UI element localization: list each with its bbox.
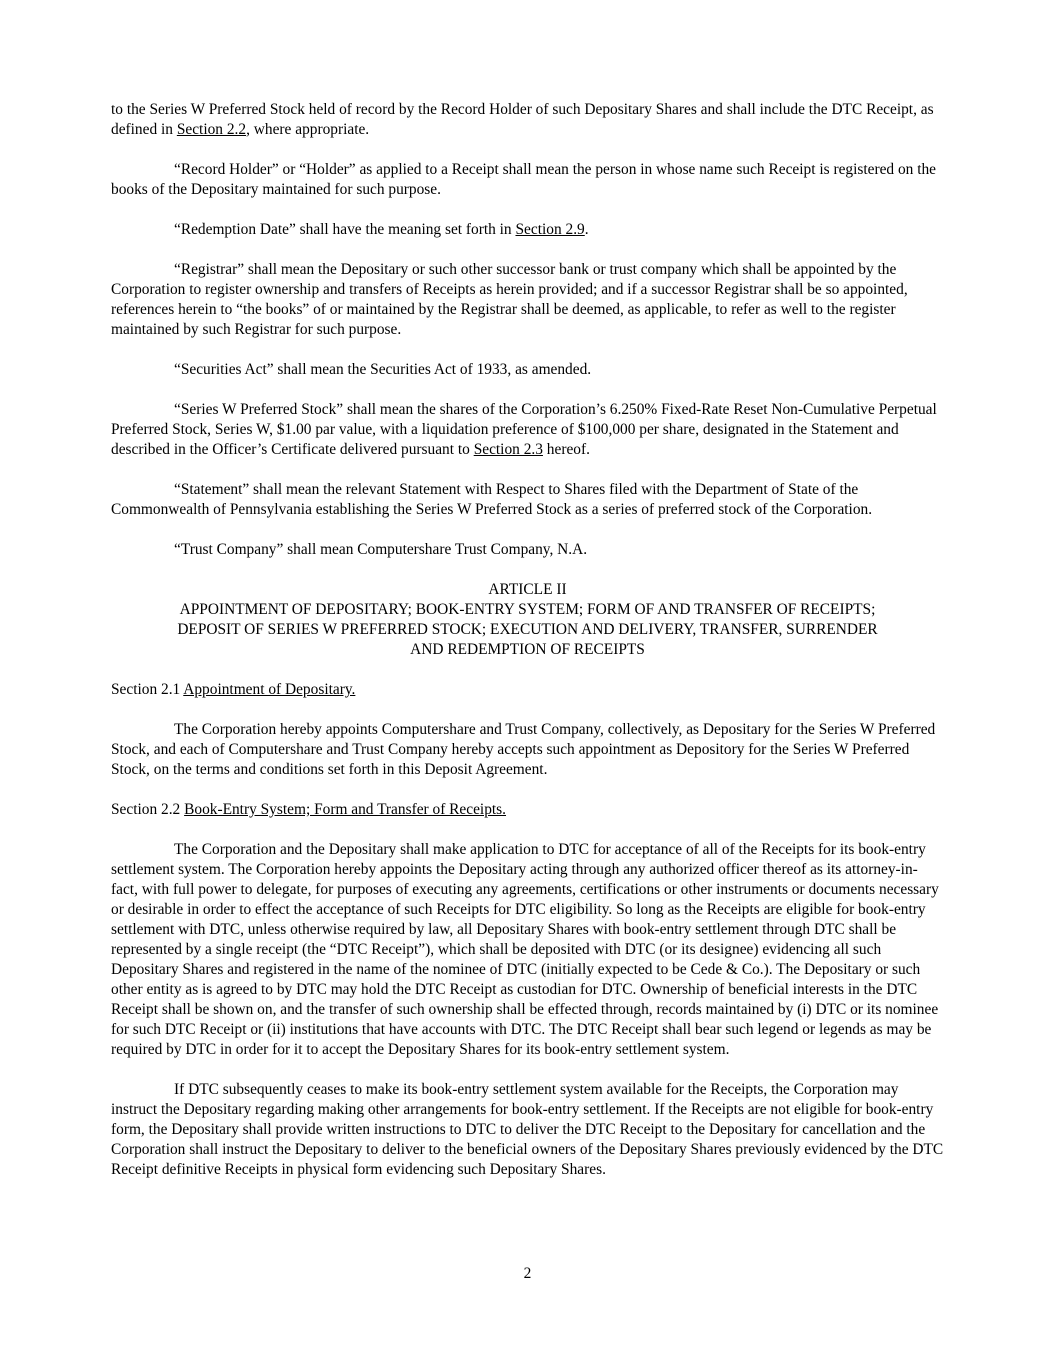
article-title-line-3: AND REDEMPTION OF RECEIPTS xyxy=(410,641,645,658)
section-2-2-heading: Section 2.2 Book-Entry System; Form and Transfer of Receipts. xyxy=(111,801,507,818)
article-title-line-1: APPOINTMENT OF DEPOSITARY; BOOK-ENTRY SYSTEM; FORM OF AND TRANSFER OF RECEIPTS; xyxy=(179,601,876,618)
section-2-1-body: The Corporation hereby appoints Computershare and Trust Company, collectively, as Depositary for the Series W Preferred Stock, and each of Computershare and Trust Company hereby accepts such appointment as Depository for the Series W Preferred Stock, on the terms and conditions set forth in this Deposit Agreement. xyxy=(111,721,936,778)
article-number: ARTICLE II xyxy=(488,581,567,598)
section-reference: Section 2.9 xyxy=(515,221,585,238)
definition-record-holder: “Record Holder” or “Holder” as applied to a Receipt shall mean the person in whose name such Receipt is registered on the books of the Depositary maintained for such purpose. xyxy=(111,161,937,198)
definition-series-w-preferred-stock: “Series W Preferred Stock” shall mean the shares of the Corporation’s 6.250% Fixed-Rate Reset Non-Cumulative Perpetual Preferred Stock, Series W, $1.00 par value, with a liquidation preference of $100,000 per share, designated in the Statement and described in the Officer’s Certificate delivered pursuant to Section 2.3 hereof. xyxy=(111,401,937,458)
definition-statement: “Statement” shall mean the relevant Statement with Respect to Shares filed with the Department of State of the Commonwealth of Pennsylvania establishing the Series W Preferred Stock as a series of preferred stock of the Corporation. xyxy=(111,481,873,518)
definition-trust-company: “Trust Company” shall mean Computershare Trust Company, N.A. xyxy=(174,541,588,558)
definition-registrar: “Registrar” shall mean the Depositary or such other successor bank or trust company which shall be appointed by the Corporation to register ownership and transfers of Receipts as herein provided; and if a successor Registrar shall be so appointed, references herein to “the books” of or maintained by the Registrar shall be deemed, as applicable, to refer as well to the register maintained by such Registrar for such purpose. xyxy=(111,261,908,338)
article-title-line-2: DEPOSIT OF SERIES W PREFERRED STOCK; EXECUTION AND DELIVERY, TRANSFER, SURRENDER xyxy=(177,621,878,638)
definition-securities-act: “Securities Act” shall mean the Securities Act of 1933, as amended. xyxy=(174,361,592,378)
section-2-2-body-1: The Corporation and the Depositary shall make application to DTC for acceptance of all of the Receipts for its book-entry settlement system. The Corporation hereby appoints the Depositary acting through any authorized officer thereof as its attorney-in-fact, with full power to delegate, for purposes of executing any agreements, certifications or other instruments or documents necessary or desirable in order to effect the acceptance of such Receipts for DTC eligibility. So long as the Receipts are eligible for book-entry settlement with DTC, unless otherwise required by law, all Depositary Shares with book-entry settlement through DTC shall be represented by a single receipt (the “DTC Receipt”), which shall be deposited with DTC (or its designee) evidencing all such Depositary Shares and registered in the name of the nominee of DTC (initially expected to be Cede & Co.). The Depositary or such other entity as is agreed to by DTC may hold the DTC Receipt as custodian for DTC. Ownership of beneficial interests in the DTC Receipt shall be shown on, and the transfer of such ownership shall be effected through, records maintained by (i) DTC or its nominee for such DTC Receipt or (ii) institutions that have accounts with DTC. The DTC Receipt shall bear such legend or legends as may be required by DTC in order for it to accept the Depositary Shares for its book-entry settlement system. xyxy=(111,841,939,1058)
article-heading xyxy=(111,580,944,660)
section-2-2-body-2: If DTC subsequently ceases to make its book-entry settlement system available for the Receipts, the Corporation may instruct the Depositary regarding making other arrangements for book-entry settlement. If the Receipts are not eligible for book-entry form, the Depositary shall provide written instructions to DTC to deliver the DTC Receipt to the Depositary for cancellation and the Corporation shall instruct the Depositary to deliver to the beneficial owners of the Depositary Shares previously evidenced by the DTC Receipt definitive Receipts in physical form evidencing such Depositary Shares. xyxy=(111,1081,944,1178)
page-number: 2 xyxy=(523,1265,532,1282)
section-reference: Section 2.2 xyxy=(176,121,247,138)
section-2-1-heading: Section 2.1 Appointment of Depositary. xyxy=(111,681,356,698)
page-content xyxy=(111,100,944,1200)
definition-redemption-date: “Redemption Date” shall have the meaning set forth in Section 2.9. xyxy=(174,221,589,238)
section-reference: Section 2.3 xyxy=(473,441,543,458)
definition-continuation: to the Series W Preferred Stock held of record by the Record Holder of such Depositary Shares and shall include the DTC Receipt, as defined in Section 2.2, where appropriate. xyxy=(111,101,934,138)
